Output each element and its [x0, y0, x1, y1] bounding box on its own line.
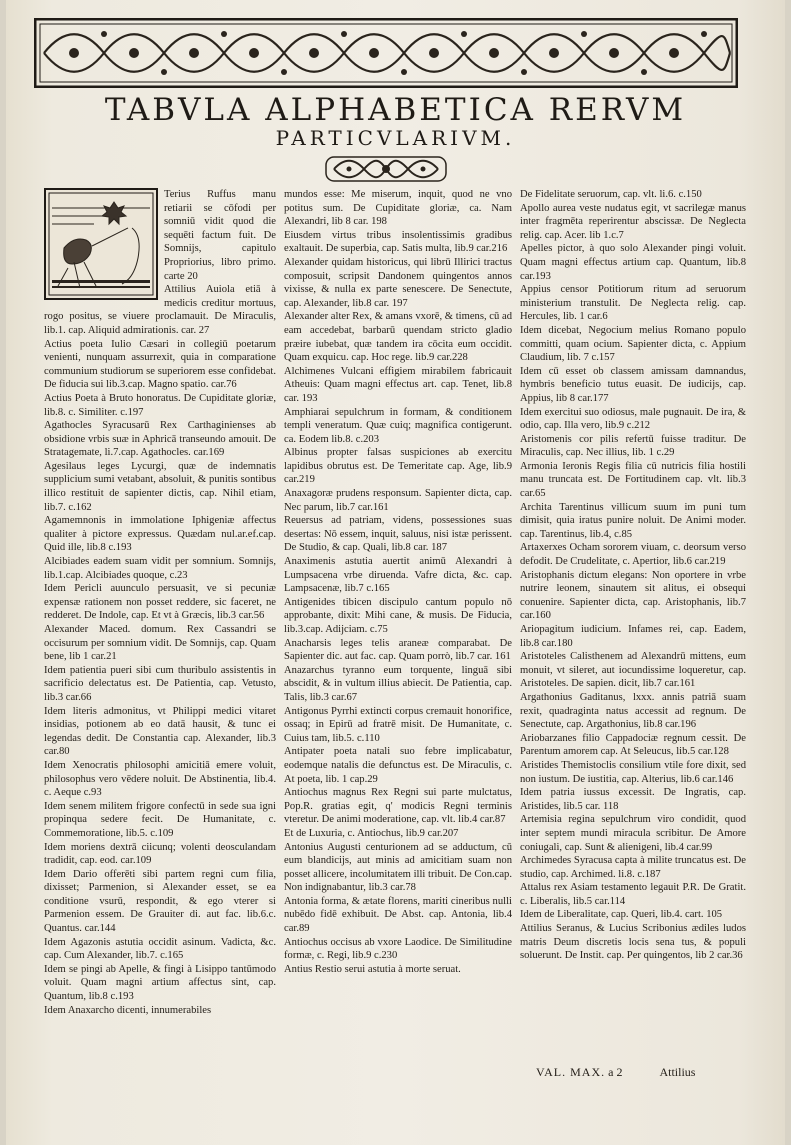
- index-entry: Attilius Seranus, & Lucius Scribonius ædiles ludos matris Deum discretis locis sena tus, & populi soluerunt. De Instit. cap. Per quingentos, lib 2 car.36: [520, 923, 746, 962]
- page-footer: [536, 1065, 695, 1080]
- index-entry: Amphiarai sepulchrum in formam, & conditionem templi veneratum. Quæ cuiq; magnifica contigerunt. ca. Eodem lib.8. c.203: [284, 406, 512, 445]
- index-entry: Archimedes Syracusa capta à milite truncatus est. De studio, cap. Archimed. li.8. c.187: [520, 855, 746, 880]
- index-entry: Anacharsis leges telis araneæ comparabat. De Sapienter dic. aut fac. cap. Quam porrò, lib.7 car. 161: [284, 637, 512, 663]
- page-subtitle: PARTICVLARIVM.: [275, 126, 516, 150]
- book-page: [6, 0, 785, 1145]
- index-entry: Idem patria iussus excessit. De Ingratis, cap. Aristides, lib.5 car. 118: [520, 787, 746, 812]
- index-entry: Argathonius Gaditanus, lxxx. annis patriā suam rexit, quadraginta natus accessit ad regnum. De Senectute, cap. Argathonius, lib.8 car.196: [520, 691, 746, 731]
- index-entry: Alexander alter Rex, & amans vxorē, & timens, cū ad eam accedebat, barbarū quendam stricto gladio præire iubebat, quæ tandem ira cōcita eum occidit. Quam exquicu. cap. Hoc rege. lib.9 car.228: [284, 311, 512, 364]
- index-entry: Antiochus occisus ab vxore Laodice. De Similitudine formæ, c. Regi, lib.9 c.230: [284, 936, 512, 962]
- index-entry: Idem Xenocratis philosophi amicitiā emere voluit, philosophus vero vēdere noluit. De Abstinentia, lib.4. c. Aeque c.93: [44, 759, 276, 799]
- index-entry: Antonia forma, & ætate florens, mariti cineribus nulli nubēdo fidē exhibuit. De Abst. cap. Antonia, lib.4 car.89: [284, 895, 512, 935]
- index-column-3: [520, 188, 746, 963]
- index-column-1: [44, 188, 276, 1017]
- index-entry: Antigonus Pyrrhi extincti corpus cremauit honorifice, ossaq; in Epirū ad fratrē misit. De Humanitate, c. Cuius tam, lib.5. c.110: [284, 705, 512, 744]
- index-entry: Aristides Themistoclis consilium vtile fore dixit, sed non iustum. De iustitia, cap. Alterius, lib.6 car.146: [520, 759, 746, 785]
- index-entry: Idem se pingi ab Apelle, & fingi à Lisippo tantūmodo voluit. Quam magni artium affectus sint, cap. Quantum, lib.8 c.193: [44, 963, 276, 1003]
- index-entry: Antiochus magnus Rex Regni sui parte mulctatus, Pop.R. gratias egit, q' modicis Regni terminis vteretur. De animi moderatione, cap. vlt. lib.4 car.87: [284, 787, 512, 826]
- index-entry: Agathocles Syracusarū Rex Carthaginienses ab obsidione vrbis suæ in Aphricā transeundo amouit. De Stratagemate, li.7.cap. Agathocles. car.169: [44, 420, 276, 459]
- index-entry: mundos esse: Me miserum, inquit, quod ne vno potitus sum. De Cupiditate gloriæ, ca. Nam Alexandri, lib 8 car. 198: [284, 189, 512, 228]
- index-entry: Aristoteles Calisthenem ad Alexandrū mittens, eum monuit, vt sileret, aut iocundissime loqueretur, cap. Aristoteles. De sapien. dicit, lib.7 car.161: [520, 651, 746, 690]
- index-entry: Appius censor Potitiorum ritum ad seruorum ministerium transtulit. De Neglecta relig. cap. Hercules, lib. 1 car.6: [520, 284, 746, 323]
- index-entry: Alcibiades eadem suam vidit per somnium. Somnijs, lib.1.cap. Alcibiades quoque, c.23: [44, 556, 276, 581]
- index-entry: Alexander Maced. domum. Rex Cassandri se occisurum per somnium vidit. De Somnijs, cap. Quam bene, lib 1 car.21: [44, 624, 276, 663]
- index-entry: Antius Restio serui astutia à morte seruat.: [284, 963, 461, 975]
- index-entry: Anaximenis astutia auertit animū Alexandri à Lumpsacena vrbe diruenda. Vafre dicta, &c. cap. Lampsacenæ, lib.7 c.165: [284, 556, 512, 595]
- signature-mark: VAL. MAX.: [536, 1065, 606, 1079]
- index-entry: Idem Dario offerēti sibi partem regni cum filia, dixisset; Parmenion, si Alexander esset, se ea conditione vsurū, respondit, & ego vterer si Parmenion essem. De Grauiter di. aut fac. lib.6.c. Quantus. car.144: [44, 868, 276, 935]
- index-entry: Idem Pericli auunculo persuasit, ve si pecuniæ expensæ rationem non posset reddere, sic faceret, ne redderet. De Indole, cap. Et vt à Græcis, lib.3 car.56: [44, 583, 276, 622]
- index-entry: Terius Ruffus manu retiarii se cōfodi per somniū vidit quod die sequēti factum fuit. De Somnijs, capitulo Propriorius, libro primo. carte 20: [164, 189, 276, 282]
- index-entry: Idem Agazonis astutia occidit asinum. Vadicta, &c. cap. Cum Alexander, lib.7. c.165: [44, 936, 276, 962]
- index-entry: Idem Anaxarcho dicenti, innumerabiles: [44, 1004, 212, 1016]
- index-entry: Idem exercitui suo odiosus, male pugnauit. De ira, & odio, cap. Illa vero, lib.9 c.212: [520, 406, 746, 432]
- ornamental-headpiece: [34, 18, 738, 88]
- index-entry: Agesilaus leges Lycurgi, quæ de indemnatis supplicium sumi vetabant, absoluit, & punitis sontibus illico restituit de sapienter dictis, cap. Nihil etiam, lib.7. c.162: [44, 460, 276, 513]
- index-entry: Idem patientia pueri sibi cum thuribulo assistentis in sacrificio delectatus est. De Patientia, cap. Vetusto, lib.3 car.66: [44, 664, 276, 703]
- index-entry: Et de Luxuria, c. Antiochus, lib.9 car.207: [284, 827, 459, 839]
- gathering-mark: a 2: [608, 1065, 623, 1079]
- index-entry: Artaxerxes Ocham sororem viuam, c. deorsum verso defodit. De Crudelitate, c. Apertior, lib.6 car.219: [520, 542, 746, 568]
- index-entry: Apollo aurea veste nudatus egit, vt sacrilegæ manus inter fragmēta reperirentur abscissæ. De Neglecta relig. cap. Acer. lib 1.c.7: [520, 202, 746, 241]
- index-entry: Ariopagitum iudicium. Infames rei, cap. Eadem, lib.8 car.180: [520, 624, 746, 649]
- index-entry: Artemisia regina sepulchrum viro condidit, quod inter septem mundi miracula scribitur. De Amore coniugali, cap. Sunt & alienigeni, lib.4 car.99: [520, 814, 746, 853]
- index-entry: Anazarchus tyranno eum torquente, linguā sibi abscidit, & in vultum illius abiecit. De Patientia, cap. Talis, lib.3 car.67: [284, 664, 512, 703]
- index-entry: Attalus rex Asiam testamento legauit P.R. De Gratit. c. Liberalis, lib.5 car.114: [520, 882, 746, 907]
- index-entry: Antonius Augusti centurionem ad se adductum, cū eum blandicijs, aut minis ad amicitiam suam non posset allicere, incolumitatem illi tribuit. De Con.cap. Non indignabantur, lib.3 car.78: [284, 841, 512, 894]
- index-entry: Antigenides tibicen discipulo cantum populo nō approbante, dixit: Mihi cane, & musis. De Fiducia, lib.3.cap. Adijciam. c.75: [284, 596, 512, 635]
- index-entry: Armonia Ieronis Regis filia cū nutricis filia hostili manu truncata est. De Fortitudinem cap. vlt. lib.3 car.65: [520, 460, 746, 500]
- index-entry: Actius Poeta à Bruto honoratus. De Cupiditate gloriæ, lib.8. c. Similiter. c.197: [44, 392, 276, 418]
- index-entry: Actius poeta Iulio Cæsari in collegiū poetarum venienti, nunquam assurrexit, quia in comparatione communium studiorum se superiorem esse confidebat. De fiducia sui lib.3.cap. Magno spatio. car.76: [44, 338, 276, 391]
- index-entry: Apelles pictor, à quo solo Alexander pingi voluit. Quam magni effectus artium cap. Quantum, lib.8 car.193: [520, 243, 746, 282]
- fleuron-ornament: [324, 154, 448, 184]
- index-column-2: [284, 188, 512, 976]
- index-entry: Albinus propter falsas suspiciones ab exercitu lapidibus obrutus est. De Temeritate cap. Age, lib.9 car.219: [284, 447, 512, 486]
- index-entry: Idem de Liberalitate, cap. Queri, lib.4. cart. 105: [520, 909, 723, 921]
- index-entry: De Fidelitate seruorum, cap. vlt. li.6. c.150: [520, 189, 702, 200]
- index-entry: Idem dicebat, Negocium melius Romano populo committi, quam ocium. Sapienter dicta, c. Appium Claudium, lib. 7 c.157: [520, 324, 746, 364]
- index-entry: Ariobarzanes filio Cappadociæ regnum cessit. De Parentum amorem cap. At Seleucus, lib.5 car.128: [520, 732, 746, 758]
- catchword: Attilius: [659, 1065, 696, 1079]
- index-entry: Alchimenes Vulcani effigiem mirabilem fabricauit Atheuis: Quam magni effectus art. cap. Tenet, lib.8 car. 193: [284, 365, 512, 404]
- woodcut-initial-image: [44, 188, 158, 300]
- index-entry: Eiusdem virtus tribus insolentissimis gradibus exaltauit. De superbia, cap. Satis multa, lib.9 car.216: [284, 229, 512, 255]
- index-entry: Anaxagoræ prudens responsum. Sapienter dicta, cap. Nec parum, lib.7 car.161: [284, 488, 512, 513]
- index-entry: Attilius Auiola etiā à medicis creditur mortuus, rogo positus, se viuere proclamauit. De Miraculis, lib.1. cap. Aliquid admirationis. car. 27: [44, 284, 276, 336]
- index-entry: Reuersus ad patriam, videns, possessiones suas desertas: Nō essem, inquit, saluus, nisi istæ perissent. De Studio, & cap. Quali, lib.8 car. 187: [284, 515, 512, 554]
- page-title: TABVLA ALPHABETICA RERVM: [104, 92, 687, 128]
- index-entry: Idem moriens dextrā ciicunq; volenti deosculandam tradidit, cap. eod. car.109: [44, 841, 276, 867]
- index-entry: Idem cū esset ob classem amissam damnandus, hymbris beneficio tutus euasit. De iudicijs, cap. Appius, lib 8 car.177: [520, 365, 746, 404]
- index-entry: Antipater poeta natali suo febre implicabatur, eodemque natalis die defunctus est. De Miraculis, c. At poeta, lib. 1 cap.29: [284, 746, 512, 785]
- index-entry: Agamemnonis in immolatione Iphigeniæ affectus qualiter à pictore expressus. Quædam nul.ar.ef.cap. Quid ille, lib.8 c.193: [44, 515, 276, 554]
- index-entry: Idem literis admonitus, vt Philippi medici vitaret insidias, potionem ab eo datā hausit, & tunc ei legendas dedit. De Constantia cap. Alexander, lib.3 car.80: [44, 705, 276, 758]
- index-entry: Alexander quidam historicus, qui librū Illirici tractus composuit, scripsit Dandonem quingentos annos vixisse, & nulla ex parte senescere. De Senectute, cap. Alexander, lib.8 car. 197: [284, 256, 512, 309]
- index-entry: Aristophanis dictum elegans: Non oportere in vrbe nutrire leonem, sinautem sit alitus, ei obsequi conuenire. Sapienter dicta, cap. Aristophanis, lib.7 car.160: [520, 569, 746, 622]
- index-entry: Aristomenis cor pilis refertū fuisse traditur. De Miraculis, cap. Nec illius, lib. 1 c.29: [520, 433, 746, 459]
- index-entry: Idem senem militem frigore confectū in sede sua igni propinqua sedere fecit. De Humanitate, c. Commemoratione, lib.5. c.109: [44, 800, 276, 839]
- index-entry: Archita Tarentinus villicum suum im puni tum dimisit, quia iratus punire noluit. De Animi moder. cap. Tarentinus, lib.4, c.85: [520, 501, 746, 540]
